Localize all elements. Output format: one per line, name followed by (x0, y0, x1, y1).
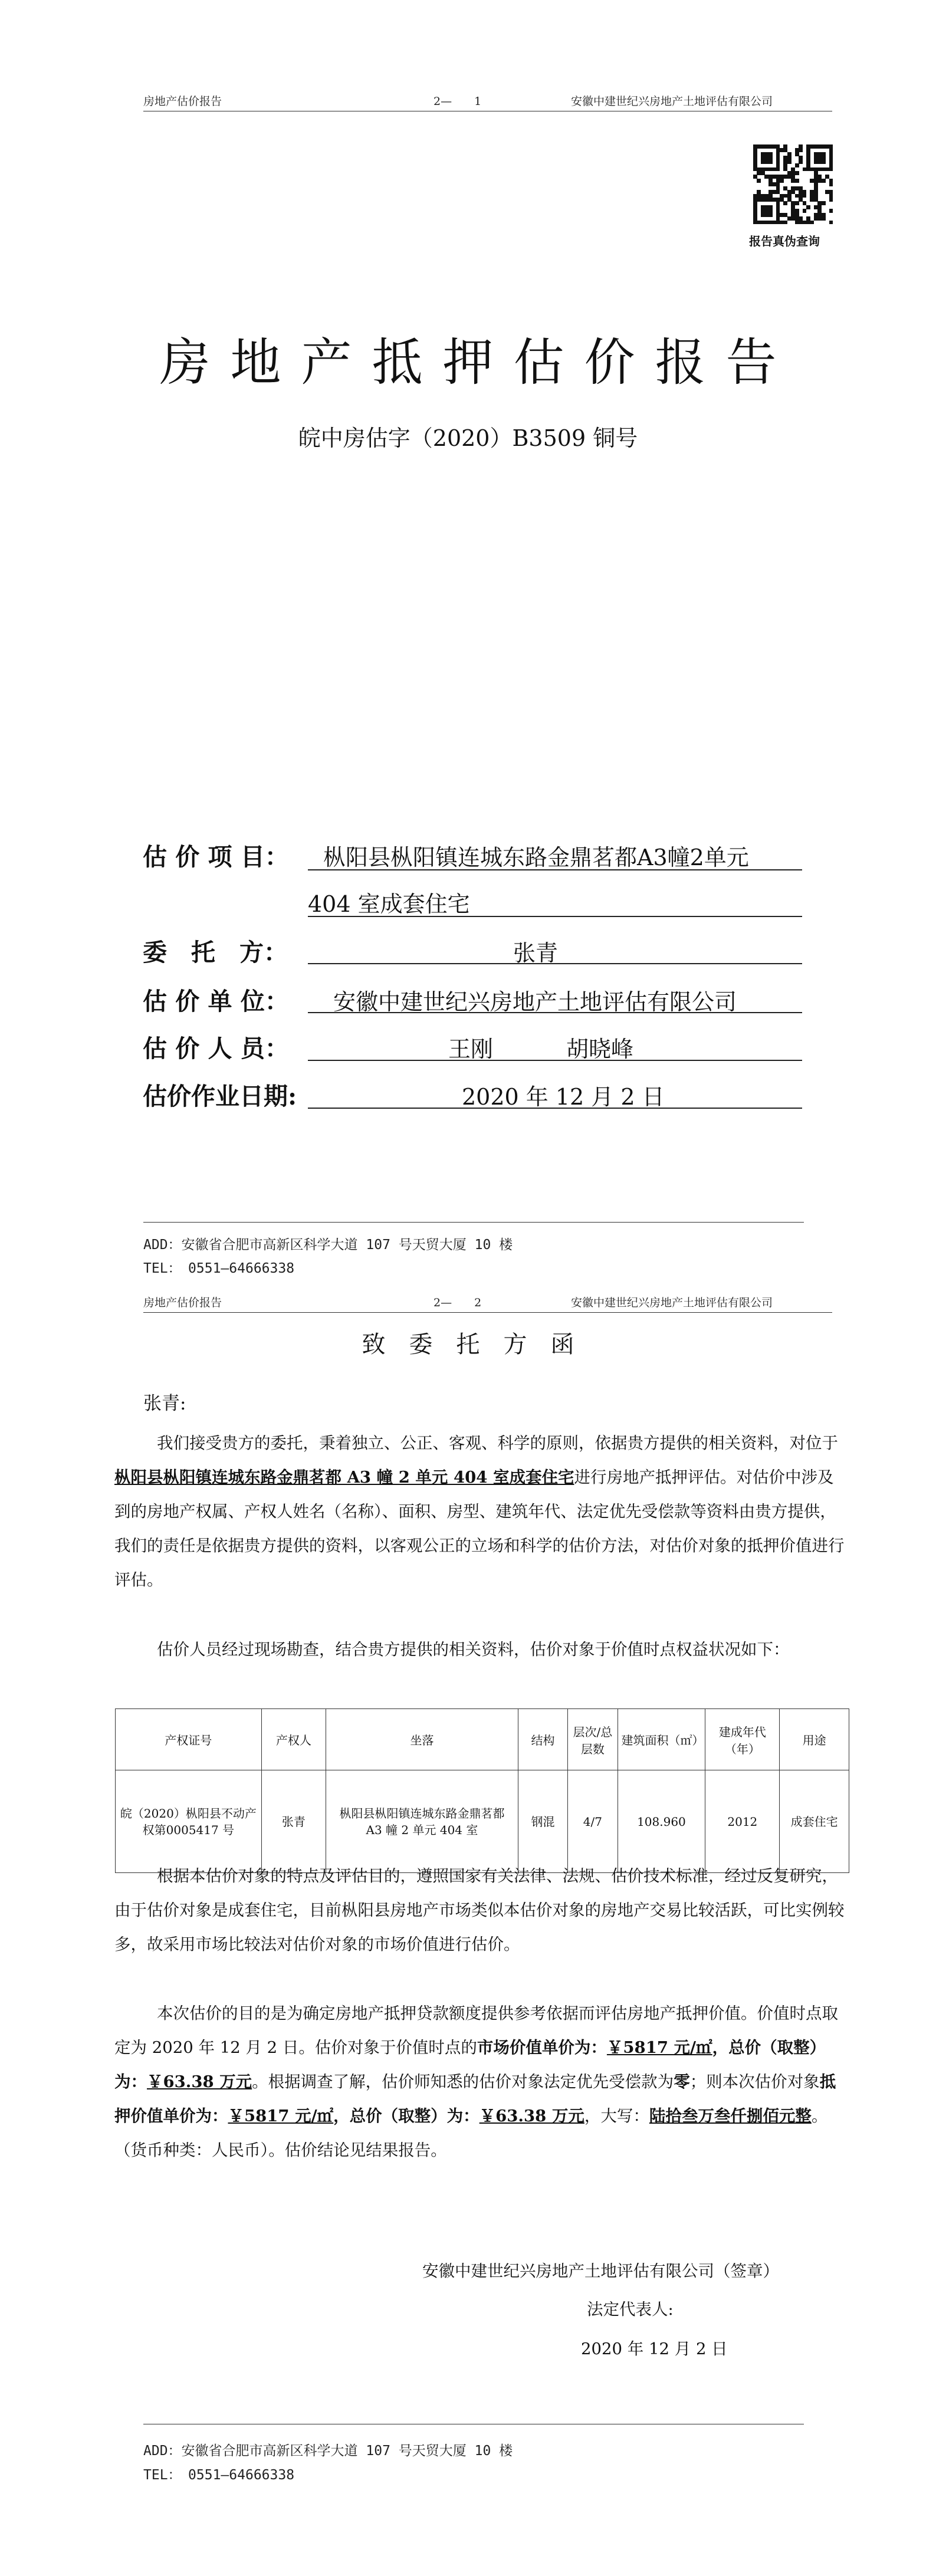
qr-code-icon[interactable] (753, 144, 833, 224)
underline (308, 916, 802, 917)
page2-header-page-number: 2— 2 (433, 1296, 482, 1309)
project-value-line2: 404 室成套住宅 (308, 891, 470, 917)
appraiser-label: 估 价 人 员： (143, 1034, 289, 1063)
underline (308, 869, 802, 870)
year-cell: 2012 (705, 1770, 780, 1873)
property-table (115, 1708, 849, 1873)
salutation: 张青: (143, 1393, 186, 1414)
legal-representative-label: 法定代表人: (587, 2300, 674, 2319)
paragraph-4: 本次估价的目的是为确定房地产抵押贷款额度提供参考依据而评估房地产抵押价值。价值时点取定为 2020 年 12 月 2 日。估价对象于价值时点的市场价值单价为：￥5817 元/㎡，总价（取整）为：￥63.38 万元。根据调查了解，估价师知悉的估价对象法定优先受偿款为零；则本次估价对象抵押价值单价为：￥5817 元/㎡，总价（取整）为：￥63.38 万元，大写：陆拾叁万叁仟捌佰元整。（货币种类：人民币）。估价结论见结果报告。 (114, 2004, 838, 2160)
table-header: 坐落 (326, 1709, 518, 1770)
structure-cell: 钢混 (518, 1770, 567, 1873)
page2-header-right: 安徽中建世纪兴房地产土地评估有限公司 (571, 1296, 773, 1309)
table-header: 建筑面积（㎡） (618, 1709, 705, 1770)
floor-cell: 4/7 (568, 1770, 618, 1873)
report-title: 房地产抵押估价报告 (159, 333, 797, 392)
underline (308, 1108, 802, 1109)
appraiser-2: 胡晓峰 (566, 1036, 634, 1062)
page1-footer-address: ADD：安徽省合肥市高新区科学大道 107 号天贸大厦 10 楼 (143, 1237, 513, 1253)
cert-no-cell: 皖（2020）枞阳县不动产权第0005417 号 (116, 1770, 262, 1873)
table-header: 建成年代（年） (705, 1709, 780, 1770)
company-signature: 安徽中建世纪兴房地产土地评估有限公司（签章） (422, 2262, 779, 2281)
underline (308, 1060, 802, 1061)
footer-rule (143, 1222, 804, 1223)
usage-cell: 成套住宅 (780, 1770, 849, 1873)
table-header: 用途 (780, 1709, 849, 1770)
table-row (116, 1770, 849, 1873)
area-cell: 108.960 (618, 1770, 705, 1873)
date-value: 2020 年 12 月 2 日 (462, 1084, 665, 1110)
client-value: 张青 (513, 940, 559, 966)
page1-footer-tel: TEL： 0551—64666338 (143, 1261, 295, 1276)
page1-header-page-number: 2— 1 (433, 95, 482, 108)
page2-footer-address: ADD：安徽省合肥市高新区科学大道 107 号天贸大厦 10 楼 (143, 2443, 513, 2459)
qr-caption: 报告真伪查询 (749, 234, 820, 248)
paragraph-1: 我们接受贵方的委托，秉着独立、公正、客观、科学的原则，依据贵方提供的相关资料，对位于枞阳县枞阳镇连城东路金鼎茗都 A3 幢 2 单元 404 室成套住宅进行房地产抵押评估。对估价中涉及到的房地产权属、产权人姓名（名称）、面积、房型、建筑年代、法定优先受偿款等资料由贵方提供，我们的责任是依据贵方提供的资料，以客观公正的立场和科学的估价方法，对估价对象的抵押价值进行评估。 (114, 1434, 845, 1589)
table-header: 产权人 (261, 1709, 326, 1770)
table-header: 结构 (518, 1709, 567, 1770)
project-label: 估 价 项 目： (143, 843, 289, 871)
project-value-line1: 枞阳县枞阳镇连城东路金鼎茗都A3幢2单元 (323, 845, 749, 870)
report-number: 皖中房估字（2020）B3509 铜号 (298, 425, 638, 451)
table-header-row (116, 1709, 849, 1770)
paragraph-2: 估价人员经过现场勘查，结合贵方提供的相关资料，估价对象于价值时点权益状况如下： (157, 1640, 790, 1659)
underline (308, 1012, 802, 1013)
table-header: 层次/总层数 (568, 1709, 618, 1770)
page1-header-left: 房地产估价报告 (143, 95, 222, 108)
letter-title: 致 委 托 方 函 (362, 1331, 574, 1358)
page1-header-right: 安徽中建世纪兴房地产土地评估有限公司 (571, 95, 773, 108)
date-label: 估价作业日期: (143, 1082, 297, 1110)
page2-footer-tel: TEL： 0551—64666338 (143, 2467, 295, 2483)
unit-label: 估 价 单 位： (143, 987, 289, 1016)
underline (308, 963, 802, 964)
header-rule (143, 1312, 832, 1313)
unit-value: 安徽中建世纪兴房地产土地评估有限公司 (333, 989, 737, 1015)
paragraph-3: 根据本估价对象的特点及评估目的，遵照国家有关法律、法规、估价技术标准，经过反复研究，由于估价对象是成套住宅，目前枞阳县房地产市场类似本估价对象的房地产交易比较活跃，可比实例较多，故采用市场比较法对估价对象的市场价值进行估价。 (114, 1867, 845, 1954)
client-label: 委 托 方： (143, 938, 288, 967)
page2-header-left: 房地产估价报告 (143, 1296, 222, 1309)
table-header: 产权证号 (116, 1709, 262, 1770)
owner-cell: 张青 (261, 1770, 326, 1873)
location-cell: 枞阳县枞阳镇连城东路金鼎茗都 A3 幢 2 单元 404 室 (326, 1770, 518, 1873)
appraiser-1: 王刚 (448, 1036, 494, 1062)
letter-date: 2020 年 12 月 2 日 (581, 2340, 728, 2358)
